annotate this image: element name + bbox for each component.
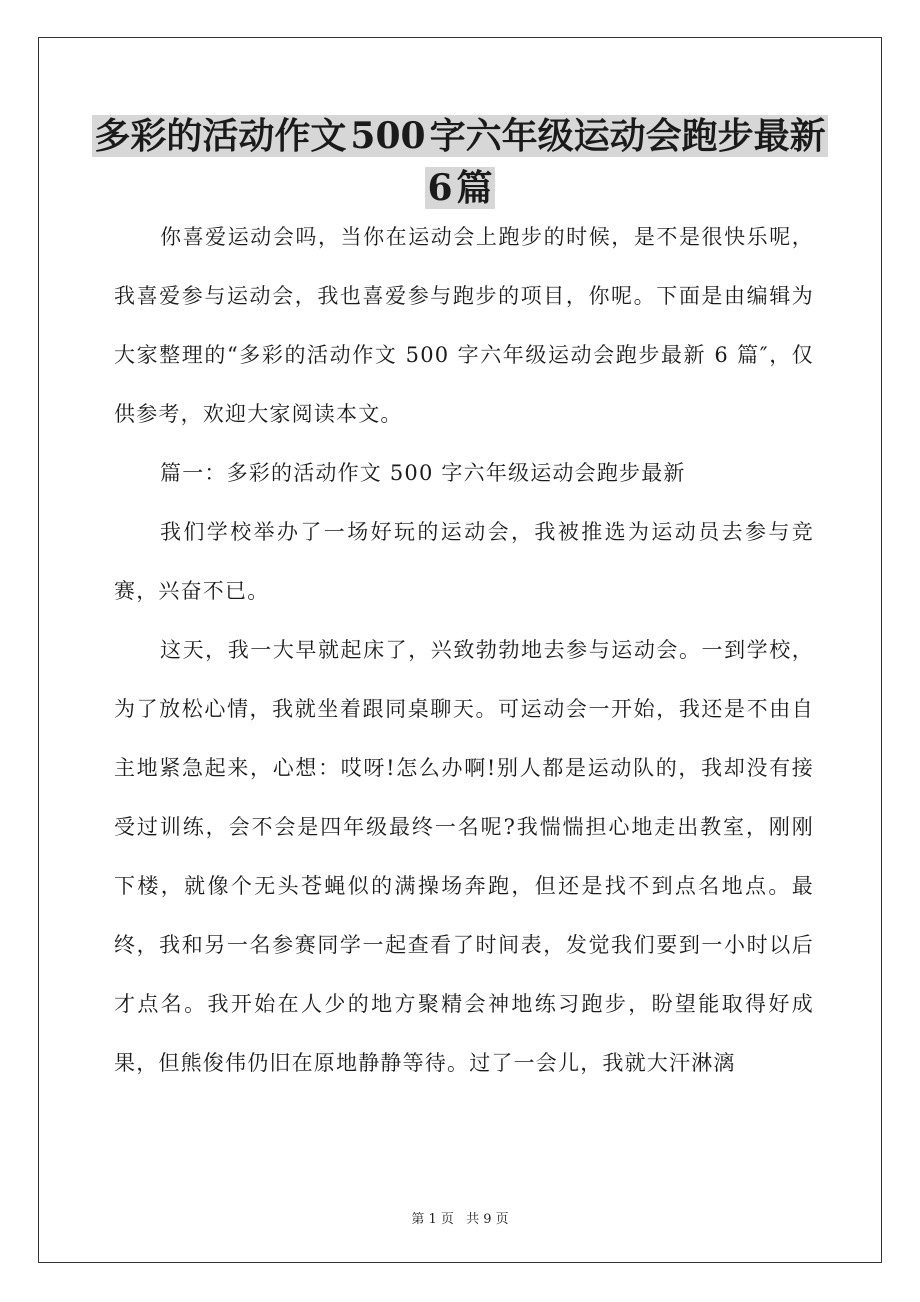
title-segment: 篇 [456,167,493,209]
page-number: 第 1 页 [411,1212,454,1227]
title-line-1 [60,110,860,162]
title-line-2 [60,162,860,214]
title-segment: 多彩的活动作文 [94,115,347,157]
document-title [60,110,860,214]
document-body [114,208,814,1093]
title-segment: 6 [427,167,453,209]
page-total: 共 9 页 [466,1212,509,1227]
paragraph: 我们学校举办了一场好玩的运动会，我被推选为运动员去参与竞赛，兴奋不已。 [114,520,814,603]
paragraph-section-heading: 篇一：多彩的活动作文 500 字六年级运动会跑步最新 [160,461,686,485]
title-segment: 500 [350,115,426,157]
title-segment: 字六年级运动会跑步最新 [429,115,826,157]
page-footer [0,1208,920,1227]
paragraph-intro: 你喜爱运动会吗，当你在运动会上跑步的时候，是不是很快乐呢，我喜爱参与运动会，我也喜爱参与跑步的项目，你呢。下面是由编辑为大家整理的“多彩的活动作文 500 字六年级运动会跑步最新 6 篇″，仅供参考，欢迎大家阅读本文。 [114,225,814,426]
paragraph: 这天，我一大早就起床了，兴致勃勃地去参与运动会。一到学校，为了放松心情，我就坐着跟同桌聊天。可运动会一开始，我还是不由自主地紧急起来，心想：哎呀!怎么办啊!别人都是运动队的，我却没有接受过训练，会不会是四年级最终一名呢?我惴惴担心地走出教室，刚刚下楼，就像个无头苍蝇似的满操场奔跑，但还是找不到点名地点。最终，我和另一名参赛同学一起查看了时间表，发觉我们要到一小时以后才点名。我开始在人少的地方聚精会神地练习跑步，盼望能取得好成果，但熊俊伟仍旧在原地静静等待。过了一会儿，我就大汗淋漓 [114,638,814,1075]
